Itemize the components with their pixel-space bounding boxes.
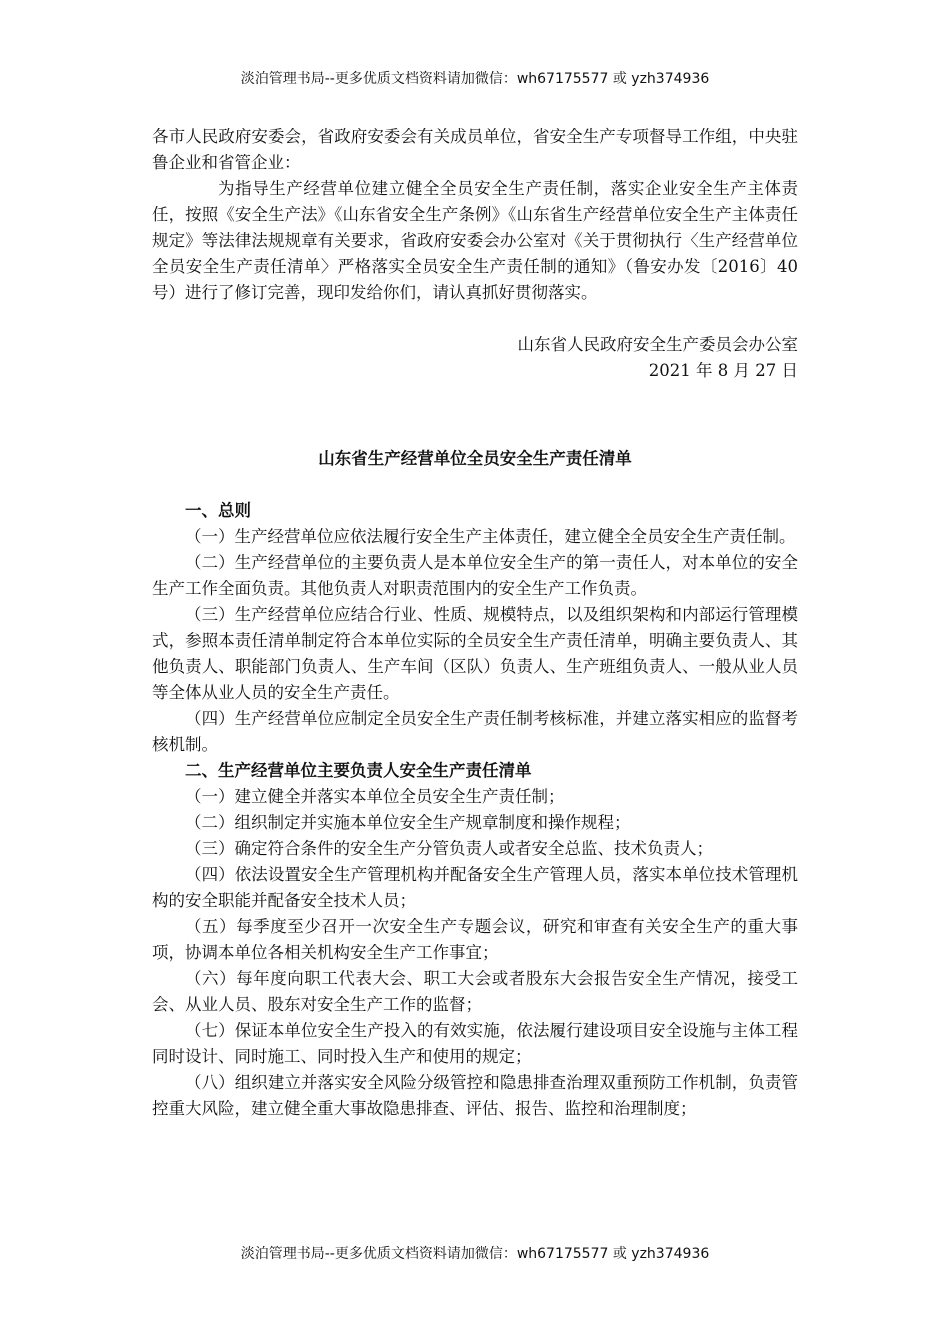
notice-addressee: 各市人民政府安委会，省政府安委会有关成员单位，省安全生产专项督导工作组，中央驻鲁企业和省管企业： [152,127,798,172]
spacer [152,420,798,446]
list-item: （八）组织建立并落实安全风险分级管控和隐患排查治理双重预防工作机制，负责管控重大风险，建立健全重大事故隐患排查、评估、报告、监控和治理制度； [152,1073,798,1118]
list-item: （五）每季度至少召开一次安全生产专题会议，研究和审查有关安全生产的重大事项，协调本单位各相关机构安全生产工作事宜； [152,917,798,962]
list-item: （二）组织制定并实施本单位安全生产规章制度和操作规程； [185,813,631,832]
list-item: （一）建立健全并落实本单位全员安全生产责任制； [185,787,565,806]
notice-body: 为指导生产经营单位建立健全全员安全生产责任制，落实企业安全生产主体责任，按照《安全生产法》《山东省安全生产条例》《山东省生产经营单位安全生产主体责任规定》等法律法规规章有关要求，省政府安委会办公室对《关于贯彻执行〈生产经营单位全员安全生产责任清单〉严格落实全员安全生产责任制的通知》（鲁安办发〔2016〕40 号）进行了修订完善，现印发给你们，请认真抓好贯彻落实。 [152,179,798,302]
page-footer: 淡泊管理书局--更多优质文档资料请加微信：wh67175577 或 yzh374936 [240,1246,710,1262]
list-item: （二）生产经营单位的主要负责人是本单位安全生产的第一责任人，对本单位的安全生产工作全面负责。其他负责人对职责范围内的安全生产工作负责。 [152,553,798,598]
notice-date: 2021 年 8 月 27 日 [648,361,798,380]
list-item: （三）生产经营单位应结合行业、性质、规模特点，以及组织架构和内部运行管理模式，参照本责任清单制定符合本单位实际的全员安全生产责任清单，明确主要负责人、其他负责人、职能部门负责人、生产车间（区队）负责人、生产班组负责人、一般从业人员等全体从业人员的安全生产责任。 [152,605,798,702]
list-item: （七）保证本单位安全生产投入的有效实施，依法履行建设项目安全设施与主体工程同时设计、同时施工、同时投入生产和使用的规定； [152,1021,798,1066]
section-heading: 二、生产经营单位主要负责人安全生产责任清单 [185,761,532,780]
notice-issuer: 山东省人民政府安全生产委员会办公室 [517,335,798,354]
spacer [152,472,798,498]
section-heading: 一、总则 [185,501,251,520]
list-item: （一）生产经营单位应依法履行安全生产主体责任，建立健全全员安全生产责任制。 [185,527,796,546]
document-body [152,124,798,1122]
page-header: 淡泊管理书局--更多优质文档资料请加微信：wh67175577 或 yzh374936 [240,71,710,87]
list-item: （六）每年度向职工代表大会、职工大会或者股东大会报告安全生产情况，接受工会、从业人员、股东对安全生产工作的监督； [152,969,798,1014]
spacer [152,306,798,332]
document-title: 山东省生产经营单位全员安全生产责任清单 [318,449,632,468]
list-item: （四）生产经营单位应制定全员安全生产责任制考核标准，并建立落实相应的监督考核机制。 [152,709,798,754]
list-item: （四）依法设置安全生产管理机构并配备安全生产管理人员，落实本单位技术管理机构的安全职能并配备安全技术人员； [152,865,798,910]
spacer [152,384,798,420]
list-item: （三）确定符合条件的安全生产分管负责人或者安全总监、技术负责人； [185,839,713,858]
